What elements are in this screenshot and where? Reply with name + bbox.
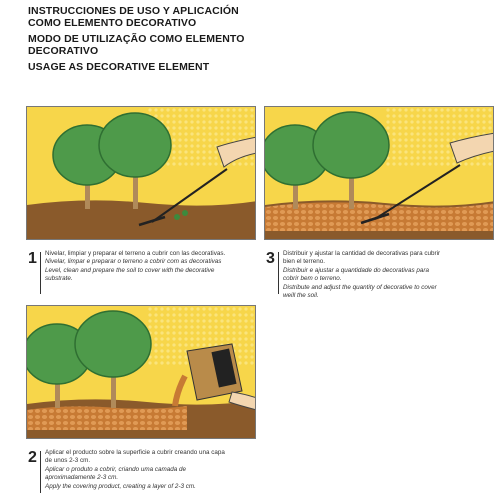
- text-pt: Nivelar, limpar e preparar o terreno a cobrir com as decorativas: [45, 258, 222, 266]
- step-description: [45, 449, 225, 491]
- text-en-2: substrate.: [45, 275, 73, 283]
- text-en: Apply the covering product, creating a layer of 2-3 cm.: [45, 482, 196, 490]
- title-pt-line-2: DECORATIVO: [28, 44, 99, 57]
- text-es-1: Distribuir y ajustar la cantidad de decorativas para cubrir: [283, 250, 441, 257]
- title-es-line-2: COMO ELEMENTO DECORATIVO: [28, 16, 197, 29]
- title-en: USAGE AS DECORATIVE ELEMENT: [28, 61, 210, 73]
- text-es-2: bien el terreno.: [283, 258, 326, 266]
- header: [28, 6, 328, 74]
- text-en-1: Distribute and adjust the quantity of decorative to cover: [283, 283, 437, 291]
- step-number: 2: [28, 449, 37, 466]
- step-number: 3: [266, 250, 275, 267]
- step-description: [45, 250, 225, 284]
- divider: [40, 451, 41, 493]
- step-2: [28, 449, 278, 497]
- title-es-line-1: INSTRUCCIONES DE USO Y APLICACIÓN: [28, 5, 239, 17]
- text-es: Nivelar, limpiar y preparar el terreno a cubrir con las decorativas.: [45, 250, 226, 257]
- text-es-1: Aplicar el producto sobre la superficie a cubrir creando una capa: [45, 449, 225, 456]
- step-3: [266, 250, 496, 298]
- text-pt-1: Aplicar o produto a cobrir, criando uma camada de: [45, 465, 187, 473]
- title-pt-line-1: MODO DE UTILIZAÇÃO COMO ELEMENTO: [28, 33, 245, 45]
- step-1: [28, 250, 264, 298]
- illustration-step-1: [26, 106, 256, 240]
- step-description: [283, 250, 440, 300]
- illustration-step-3: [264, 106, 494, 240]
- text-pt-2: aproximadamente 2-3 cm.: [45, 474, 119, 482]
- text-en-2: weill the soil.: [283, 292, 319, 300]
- illustration-step-2: [26, 305, 256, 439]
- text-en-1: Level, clean and prepare the soil to cover with the decorative: [45, 266, 215, 274]
- divider: [278, 252, 279, 294]
- divider: [40, 252, 41, 294]
- step-number: 1: [28, 250, 37, 267]
- text-pt-2: cobrir bem o terreno.: [283, 275, 342, 283]
- text-es-2: de unos 2-3 cm.: [45, 457, 91, 465]
- text-pt-1: Distribuir e ajustar a quantidade do decorativas para: [283, 266, 429, 274]
